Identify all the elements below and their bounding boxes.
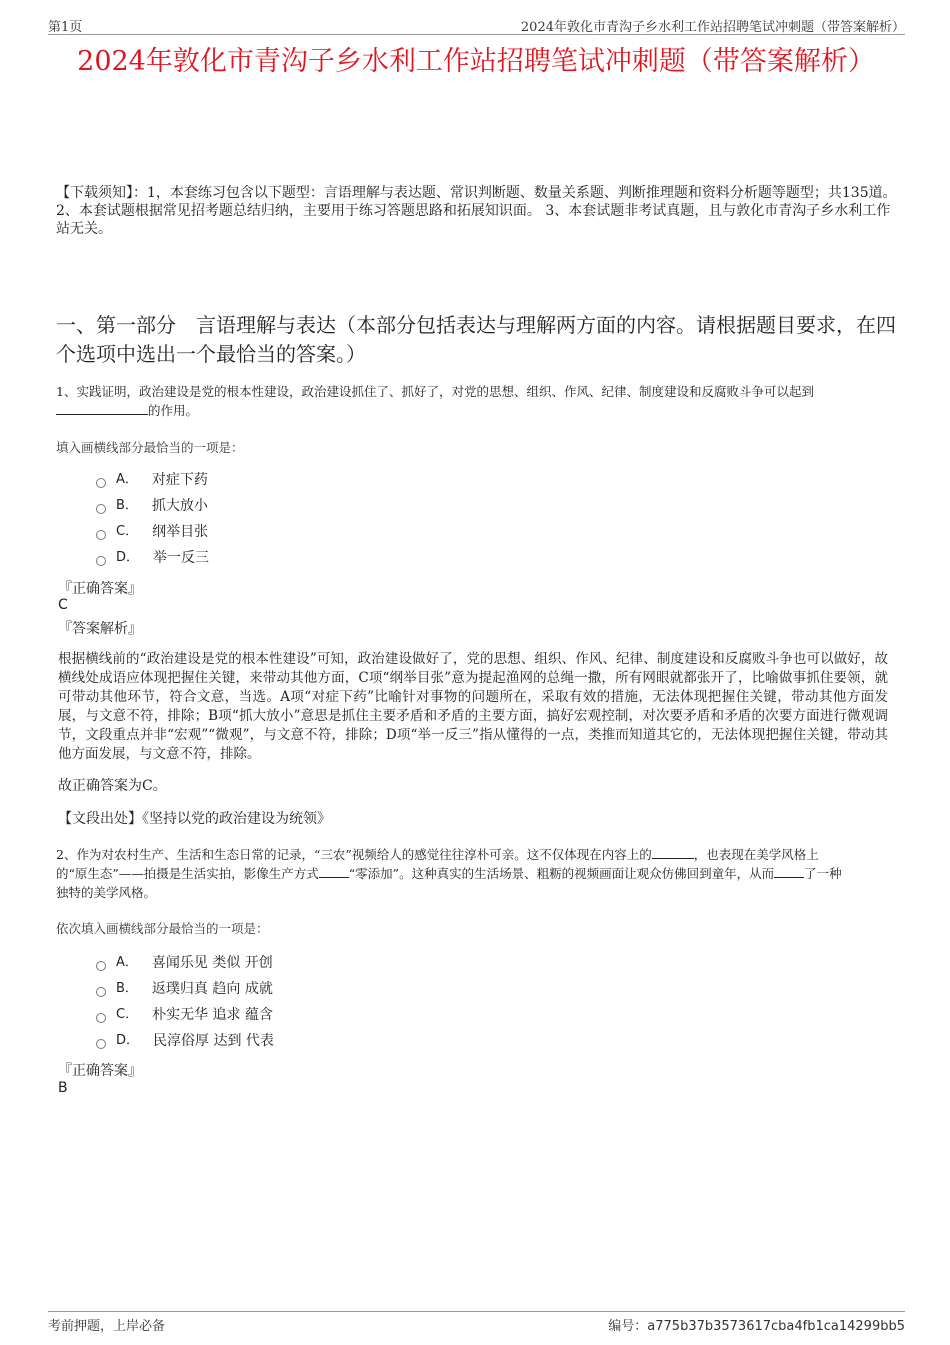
analysis-label: 『答案解析』 bbox=[58, 621, 142, 637]
question-2-instruction: 依次填入画横线部分最恰当的一项是： bbox=[56, 921, 269, 936]
question-2-options bbox=[96, 950, 274, 1054]
source-citation: 【文段出处】《坚持以党的政治建设为统领》 bbox=[58, 811, 331, 827]
option-b[interactable]: B． 返璞归真 趋向 成就 bbox=[96, 976, 274, 1002]
radio-icon[interactable] bbox=[96, 530, 106, 540]
answer-blank bbox=[652, 846, 694, 859]
radio-icon[interactable] bbox=[96, 987, 106, 997]
document-code: 编号：a775b37b3573617cba4fb1ca14299bb5 bbox=[608, 1319, 905, 1334]
option-c[interactable]: C． 纲举目张 bbox=[96, 519, 209, 545]
page-header bbox=[48, 14, 905, 35]
option-a[interactable]: A． 喜闻乐见 类似 开创 bbox=[96, 950, 274, 976]
radio-icon[interactable] bbox=[96, 556, 106, 566]
footer-slogan: 考前押题，上岸必备 bbox=[48, 1319, 166, 1334]
section-heading: 一、第一部分 言语理解与表达（本部分包括表达与理解两方面的内容。请根据题目要求，在四个选项中选出一个最恰当的答案。） bbox=[56, 313, 896, 366]
option-d[interactable]: D． 民淳俗厚 达到 代表 bbox=[96, 1028, 274, 1054]
question-2-stem: 2、作为对农村生产、生活和生态日常的记录，“三农”视频给人的感觉往往淳朴可亲。这不仅体现在内容上的 ，也表现在美学风格上 的“原生态”——拍摄是生活实拍，影像生产方式 “零添加”。这种真实的生活场景、粗粝的视频画面让观众仿佛回到童年，从而 了一种 独特的美学风格。 bbox=[56, 847, 842, 900]
radio-icon[interactable] bbox=[96, 1013, 106, 1023]
correct-answer: B bbox=[58, 1080, 68, 1096]
page-footer bbox=[48, 1311, 905, 1334]
option-b[interactable]: B． 抓大放小 bbox=[96, 493, 209, 519]
answer-blank bbox=[56, 402, 148, 415]
option-d[interactable]: D． 举一反三 bbox=[96, 545, 209, 571]
download-notice: 【下载须知】：1，本套练习包含以下题型：言语理解与表达题、常识判断题、数量关系题、判断推理题和资料分析题等题型；共135道。 2、本套试题根据常见招考题总结归纳，主要用于练习答题思路和拓展知识面。 3、本套试题非考试真题，且与敦化市青沟子乡水利工作站无关。 bbox=[56, 185, 897, 237]
option-a[interactable]: A． 对症下药 bbox=[96, 467, 209, 493]
question-1-options bbox=[96, 467, 209, 571]
radio-icon[interactable] bbox=[96, 504, 106, 514]
correct-answer-label: 『正确答案』 bbox=[58, 1063, 142, 1079]
correct-answer-label: 『正确答案』 bbox=[58, 581, 142, 597]
radio-icon[interactable] bbox=[96, 1039, 106, 1049]
radio-icon[interactable] bbox=[96, 478, 106, 488]
page-number: 第1页 bbox=[48, 20, 83, 35]
answer-blank bbox=[319, 865, 349, 878]
question-1-instruction: 填入画横线部分最恰当的一项是： bbox=[56, 440, 244, 455]
option-c[interactable]: C． 朴实无华 追求 蕴含 bbox=[96, 1002, 274, 1028]
answer-conclusion: 故正确答案为C。 bbox=[58, 778, 167, 794]
answer-analysis: 根据横线前的“政治建设是党的根本性建设”可知，政治建设做好了，党的思想、组织、作风、纪律、制度建设和反腐败斗争也可以做好，故横线处成语应体现把握住关键，来带动其他方面，C项“纲举目张”意为提起渔网的总绳一撒，所有网眼就都张开了，比喻做事抓住要领，就可带动其他环节，符合文意，当选。A项“对症下药”比喻针对事物的问题所在，采取有效的措施，无法体现把握住关键，带动其他方面发展，与文意不符，排除；B项“抓大放小”意思是抓住主要矛盾和矛盾的主要方面，搞好宏观控制，对次要矛盾和矛盾的次要方面进行微观调节，文段重点并非“宏观”“微观”，与文意不符，排除；D项“举一反三”指从懂得的一点，类推而知道其它的，无法体现把握住关键，带动其他方面发展，与文意不符，排除。 bbox=[58, 651, 888, 762]
question-1-stem: 1、实践证明，政治建设是党的根本性建设，政治建设抓住了、抓好了，对党的思想、组织、作风、纪律、制度建设和反腐败斗争可以起到 的作用。 bbox=[56, 384, 814, 418]
document-title: 2024年敦化市青沟子乡水利工作站招聘笔试冲刺题（带答案解析） bbox=[77, 46, 875, 77]
correct-answer: C bbox=[58, 597, 68, 613]
radio-icon[interactable] bbox=[96, 961, 106, 971]
answer-blank bbox=[774, 865, 804, 878]
header-doc-title: 2024年敦化市青沟子乡水利工作站招聘笔试冲刺题（带答案解析） bbox=[520, 20, 905, 35]
